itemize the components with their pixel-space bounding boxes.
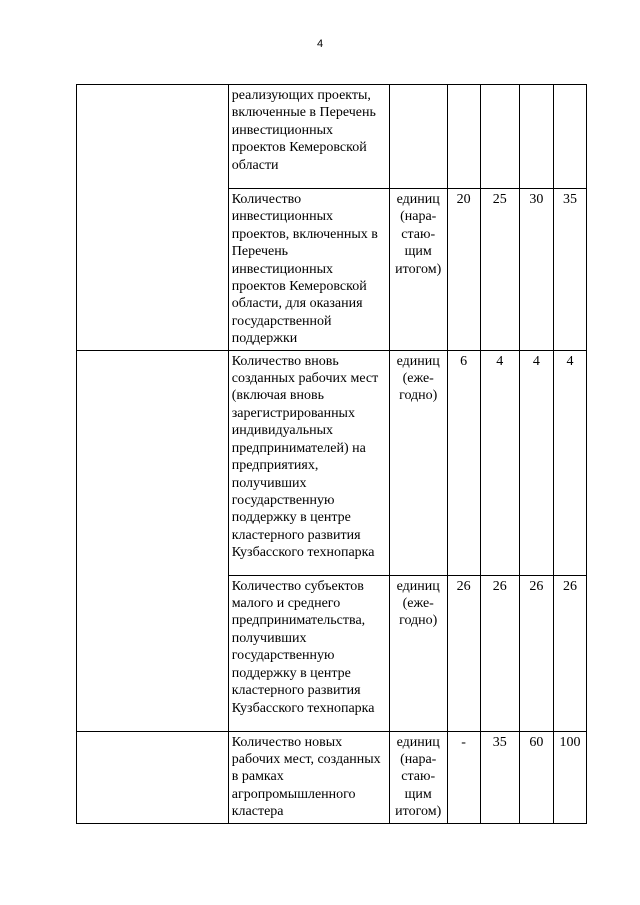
- value-cell: 35: [480, 731, 519, 823]
- value-cell: 4: [553, 350, 586, 575]
- value-cell: [480, 85, 519, 189]
- program-cell: [77, 85, 229, 351]
- value-cell: 26: [519, 575, 553, 731]
- unit-cell: единиц (нара-стаю-щим итогом): [389, 731, 447, 823]
- indicator-cell: Количество субъектов малого и среднего предпринимательства, получивших государственную поддержку в центре кластерного развития Кузбасского технопарка: [228, 575, 389, 731]
- value-cell: 25: [480, 189, 519, 351]
- table-row: [77, 731, 587, 823]
- value-cell: 30: [519, 189, 553, 351]
- value-cell: -: [447, 731, 480, 823]
- indicators-table: [76, 84, 587, 824]
- program-cell: [77, 350, 229, 731]
- indicator-cell: реализующих проекты, включенные в Перечень инвестиционных проектов Кемеровской области: [228, 85, 389, 189]
- value-cell: 100: [553, 731, 586, 823]
- unit-cell: единиц (нара-стаю-щим итогом): [389, 189, 447, 351]
- value-cell: 4: [519, 350, 553, 575]
- value-cell: 26: [480, 575, 519, 731]
- program-cell: [77, 731, 229, 823]
- indicator-cell: Количество инвестиционных проектов, включенных в Перечень инвестиционных проектов Кемеровской области, для оказания государственной поддержки: [228, 189, 389, 351]
- indicator-cell: Количество новых рабочих мест, созданных в рамках агропромышленного кластера: [228, 731, 389, 823]
- value-cell: [519, 85, 553, 189]
- value-cell: 6: [447, 350, 480, 575]
- indicator-cell: Количество вновь созданных рабочих мест (включая вновь зарегистрированных индивидуальных предпринимателей) на предприятиях, получивших государственную поддержку в центре кластерного развития Кузбасского технопарка: [228, 350, 389, 575]
- value-cell: 26: [553, 575, 586, 731]
- unit-cell: [389, 85, 447, 189]
- value-cell: 35: [553, 189, 586, 351]
- value-cell: 20: [447, 189, 480, 351]
- value-cell: 60: [519, 731, 553, 823]
- value-cell: [553, 85, 586, 189]
- value-cell: [447, 85, 480, 189]
- unit-cell: единиц (еже-годно): [389, 350, 447, 575]
- table-row: [77, 85, 587, 189]
- unit-cell: единиц (еже-годно): [389, 575, 447, 731]
- page-number: 4: [316, 38, 324, 50]
- table-row: [77, 350, 587, 575]
- value-cell: 4: [480, 350, 519, 575]
- value-cell: 26: [447, 575, 480, 731]
